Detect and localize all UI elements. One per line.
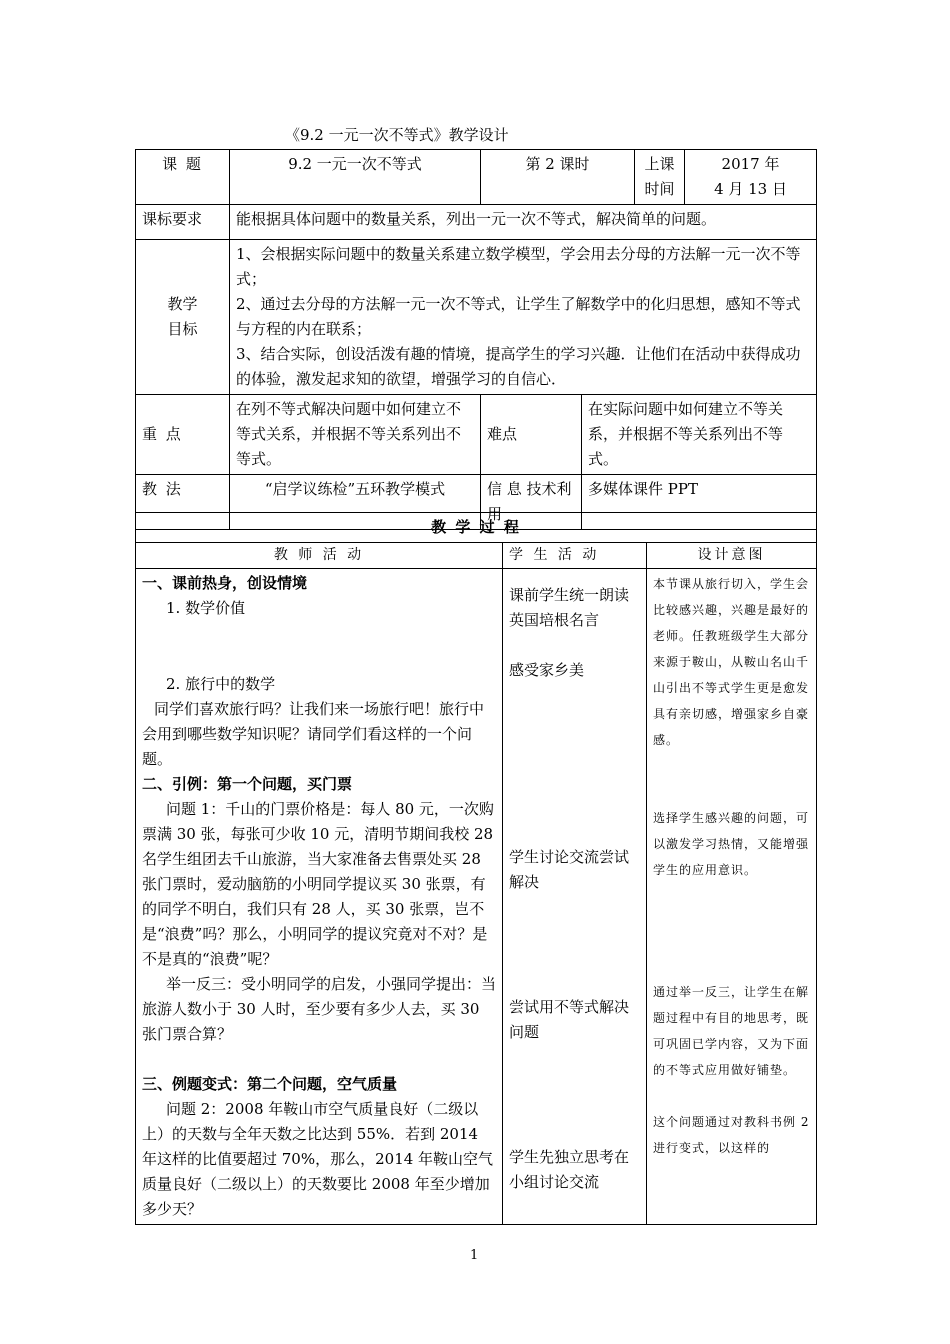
paragraph: 问题 1：千山的门票价格是：每人 80 元，一次购票满 30 张，每张可少收 10 元，清明节期间我校 28 名学生组团去千山旅游，当大家准备去售票处买 28 张门票时，爱动脑筋的小明同学提议买 30 张票，有的同学不明白，我们只有 28 人，买 30 张票，岂不是“浪费”吗？那么，小明同学的提议究竟对不对？是不是真的“浪费”呢？ bbox=[142, 800, 494, 968]
paragraph: 同学们喜欢旅行吗？让我们来一场旅行吧！旅行中会用到哪些数学知识呢？请同学们看这样的一个问题。 bbox=[142, 700, 485, 768]
tech-value: 多媒体课件 PPT bbox=[582, 475, 817, 530]
paragraph: 举一反三：受小明同学的启发，小强同学提出：当旅游人数小于 30 人时，至少要有多少人去，买 30 张门票合算？ bbox=[142, 975, 497, 1043]
section-title: 二、引例：第一个问题，买门票 bbox=[142, 775, 353, 793]
student-item: 课前学生统一朗读英国培根名言 bbox=[509, 586, 630, 629]
col-student-header: 学 生 活 动 bbox=[503, 543, 647, 569]
goals-label bbox=[136, 240, 230, 395]
lesson-date bbox=[685, 150, 817, 205]
design-intent bbox=[647, 569, 817, 1225]
key-point-label: 重 点 bbox=[136, 395, 230, 475]
student-activity bbox=[503, 569, 647, 1225]
student-item: 学生讨论交流尝试解决 bbox=[509, 848, 630, 891]
topic-value: 9.2 一元一次不等式 bbox=[230, 150, 481, 205]
lesson-number: 第 2 课时 bbox=[481, 150, 635, 205]
goal-item: 1、会根据实际问题中的数量关系建立数学模型，学会用去分母的方法解一元一次不等式； bbox=[236, 245, 801, 288]
info-table bbox=[135, 149, 817, 530]
design-item: 本节课从旅行切入，学生会比较感兴趣，兴趣是最好的老师。任教班级学生大部分来源于鞍山，从鞍山名山千山引出不等式学生更是愈发具有亲切感，增强家乡自豪感。 bbox=[653, 577, 810, 747]
goal-item: 2、通过去分母的方法解一元一次不等式，让学生了解数学中的化归思想，感知不等式与方程的内在联系； bbox=[236, 295, 801, 338]
tech-label: 信 息 技术利用 bbox=[481, 475, 582, 530]
list-item: 1. 数学价值 bbox=[166, 599, 246, 617]
difficulty-label: 难点 bbox=[481, 395, 582, 475]
teacher-activity bbox=[136, 569, 503, 1225]
section-title: 一、课前热身，创设情境 bbox=[142, 574, 308, 592]
list-item: 2. 旅行中的数学 bbox=[166, 675, 276, 693]
goals-label-line2: 目标 bbox=[167, 320, 198, 338]
process-header: 教 学 过 程 bbox=[136, 513, 817, 543]
document-title: 《9.2 一元一次不等式》教学设计 bbox=[285, 126, 509, 144]
student-item: 学生先独立思考在小组讨论交流 bbox=[509, 1148, 630, 1191]
goals-label-line1: 教学 bbox=[167, 295, 198, 313]
key-point-value: 在列不等式解决问题中如何建立不等式关系，并根据不等关系列出不等式。 bbox=[230, 395, 481, 475]
method-label: 教 法 bbox=[136, 475, 230, 530]
standard-value: 能根据具体问题中的数量关系，列出一元一次不等式，解决简单的问题。 bbox=[230, 205, 817, 240]
process-table bbox=[135, 512, 817, 1225]
date-year: 2017 年 bbox=[721, 155, 780, 173]
col-teacher-header: 教 师 活 动 bbox=[136, 543, 503, 569]
goals-list bbox=[230, 240, 817, 395]
goal-item: 3、结合实际，创设活泼有趣的情境，提高学生的学习兴趣．让他们在活动中获得成功的体验，激发起求知的欲望，增强学习的自信心． bbox=[236, 345, 801, 388]
col-design-header: 设计意图 bbox=[647, 543, 817, 569]
student-item: 感受家乡美 bbox=[509, 661, 585, 679]
time-label: 上课时间 bbox=[635, 150, 685, 205]
standard-label: 课标要求 bbox=[136, 205, 230, 240]
design-item: 通过举一反三，让学生在解题过程中有目的地思考，既可巩固已学内容，又为下面的不等式应用做好铺垫。 bbox=[653, 985, 810, 1077]
design-item: 这个问题通过对教科书例 2 进行变式，以这样的 bbox=[653, 1115, 810, 1155]
paragraph: 问题 2：2008 年鞍山市空气质量良好（二级以上）的天数与全年天数之比达到 55%．若到 2014 年这样的比值要超过 70%，那么，2014 年鞍山空气质量良好（二级以上）的天数要比 2008 年至少增加多少天？ bbox=[142, 1100, 494, 1218]
design-item: 选择学生感兴趣的问题，可以激发学习热情，又能增强学生的应用意识。 bbox=[653, 811, 810, 877]
topic-label: 课 题 bbox=[136, 150, 230, 205]
method-value: “启学议练检”五环教学模式 bbox=[230, 475, 481, 530]
difficulty-value: 在实际问题中如何建立不等关系，并根据不等关系列出不等式。 bbox=[582, 395, 817, 475]
page-number: 1 bbox=[470, 1248, 479, 1263]
section-title: 三、例题变式：第二个问题，空气质量 bbox=[142, 1075, 398, 1093]
student-item: 尝试用不等式解决问题 bbox=[509, 998, 630, 1041]
date-day: 4 月 13 日 bbox=[714, 180, 787, 198]
